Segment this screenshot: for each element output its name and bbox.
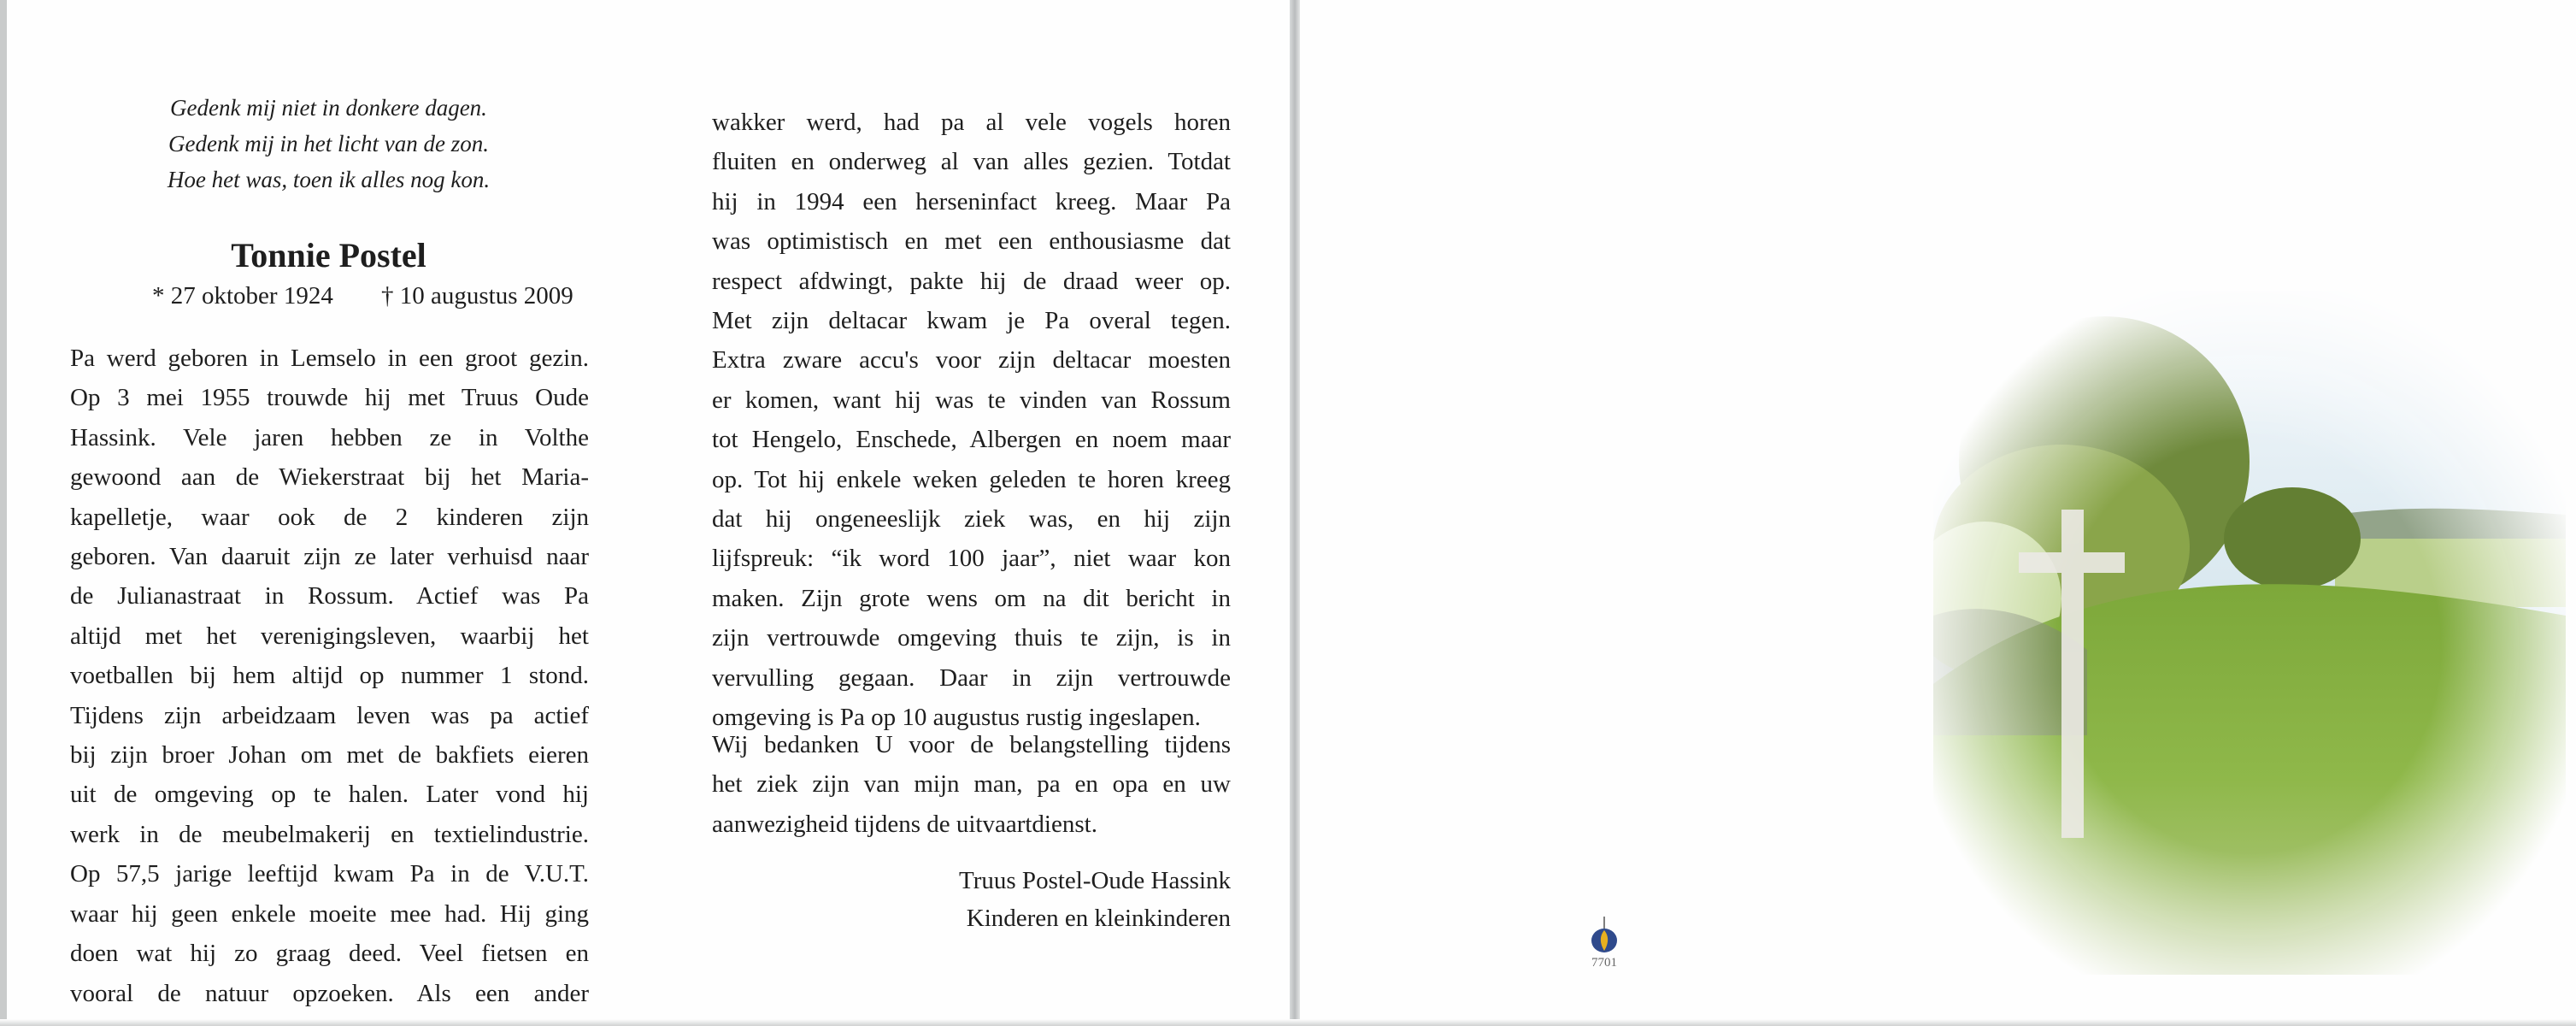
text-line: waar hij geen enkele moeite mee had. Hij ging: [70, 899, 589, 928]
printer-code: 7701: [1591, 956, 1617, 970]
thanks-paragraph: [712, 725, 1231, 844]
text-line: was optimistisch en met een enthousiasme dat: [712, 227, 1231, 256]
text-line: Hassink. Vele jaren hebben ze in Volthe: [70, 423, 589, 451]
text-line: er komen, want hij was te vinden van Rossum: [712, 386, 1231, 414]
text-line: Op 57,5 jarige leeftijd kwam Pa in de V.U.T.: [70, 860, 589, 888]
text-line: tot Hengelo, Enschede, Albergen en noem maar: [712, 426, 1231, 454]
text-line: geboren. Van daaruit zijn ze later verhuisd naar: [70, 543, 589, 571]
card-fold: [1290, 0, 1300, 1026]
text-line: lijfspreuk: “ik word 100 jaar”, niet waar kon: [712, 545, 1231, 573]
text-line: hij in 1994 een herseninfact kreeg. Maar Pa: [712, 187, 1231, 215]
signature-spouse: Truus Postel-Oude Hassink: [959, 867, 1231, 894]
text-line: Met zijn deltacar kwam je Pa overal tegen.: [712, 307, 1231, 335]
death-date: † 10 augustus 2009: [381, 282, 573, 310]
text-line: Extra zware accu's voor zijn deltacar moesten: [712, 346, 1231, 374]
deceased-name: Tonnie Postel: [231, 236, 426, 274]
landscape-cross-photo: [1933, 291, 2566, 975]
biography-column-left: [70, 339, 589, 1013]
text-line: omgeving is Pa op 10 augustus rustig ingeslapen.: [712, 704, 1201, 732]
text-line: fluiten en onderweg al van alles gezien. Totdat: [712, 148, 1231, 176]
text-line: kapelletje, waar ook de 2 kinderen zijn: [70, 503, 589, 531]
text-line: Op 3 mei 1955 trouwde hij met Truus Oude: [70, 384, 589, 412]
text-line: vervulling gegaan. Daar in zijn vertrouwde: [712, 663, 1231, 692]
text-line: doen wat hij zo graag deed. Veel fietsen en: [70, 940, 589, 968]
text-line: uit de omgeving op te halen. Later vond hij: [70, 781, 589, 809]
text-line: Wij bedanken U voor de belangstelling tijdens: [712, 731, 1231, 758]
text-line: respect afdwingt, pakte hij de draad weer op.: [712, 267, 1231, 295]
birth-date: * 27 oktober 1924: [152, 282, 333, 310]
poem-line: Gedenk mij in het licht van de zon.: [168, 131, 489, 156]
text-line: het ziek zijn van mijn man, pa en opa en uw: [712, 770, 1231, 799]
signature-family: Kinderen en kleinkinderen: [966, 905, 1231, 932]
text-line: aanwezigheid tijdens de uitvaartdienst.: [712, 810, 1097, 838]
text-line: voetballen bij hem altijd op nummer 1 stond.: [70, 662, 589, 690]
biography-column-right: [712, 103, 1231, 738]
text-line: dat hij ongeneeslijk ziek was, en hij zijn: [712, 505, 1231, 534]
text-line: werk in de meubelmakerij en textielindustrie.: [70, 820, 589, 848]
printer-logo-icon: [1590, 917, 1619, 954]
poem-line: Hoe het was, toen ik alles nog kon.: [167, 167, 491, 192]
text-line: bij zijn broer Johan om met de bakfiets eieren: [70, 741, 589, 770]
text-line: Pa werd geboren in Lemselo in een groot gezin.: [70, 345, 589, 372]
poem-line: Gedenk mij niet in donkere dagen.: [170, 95, 487, 121]
text-line: Tijdens zijn arbeidzaam leven was pa actief: [70, 701, 589, 729]
text-line: wakker werd, had pa al vele vogels horen: [712, 109, 1231, 136]
text-line: vooral de natuur opzoeken. Als een ander: [70, 979, 589, 1007]
page-bottom-edge: [0, 1019, 2576, 1026]
text-line: maken. Zijn grote wens om na dit bericht in: [712, 584, 1231, 612]
text-line: op. Tot hij enkele weken geleden te horen kreeg: [712, 465, 1231, 493]
text-line: zijn vertrouwde omgeving thuis te zijn, is in: [712, 624, 1231, 652]
poem: [70, 90, 587, 198]
text-line: altijd met het verenigingsleven, waarbij het: [70, 622, 589, 650]
text-line: gewoond aan de Wiekerstraat bij het Maria-: [70, 463, 589, 492]
text-line: de Julianastraat in Rossum. Actief was Pa: [70, 582, 589, 610]
